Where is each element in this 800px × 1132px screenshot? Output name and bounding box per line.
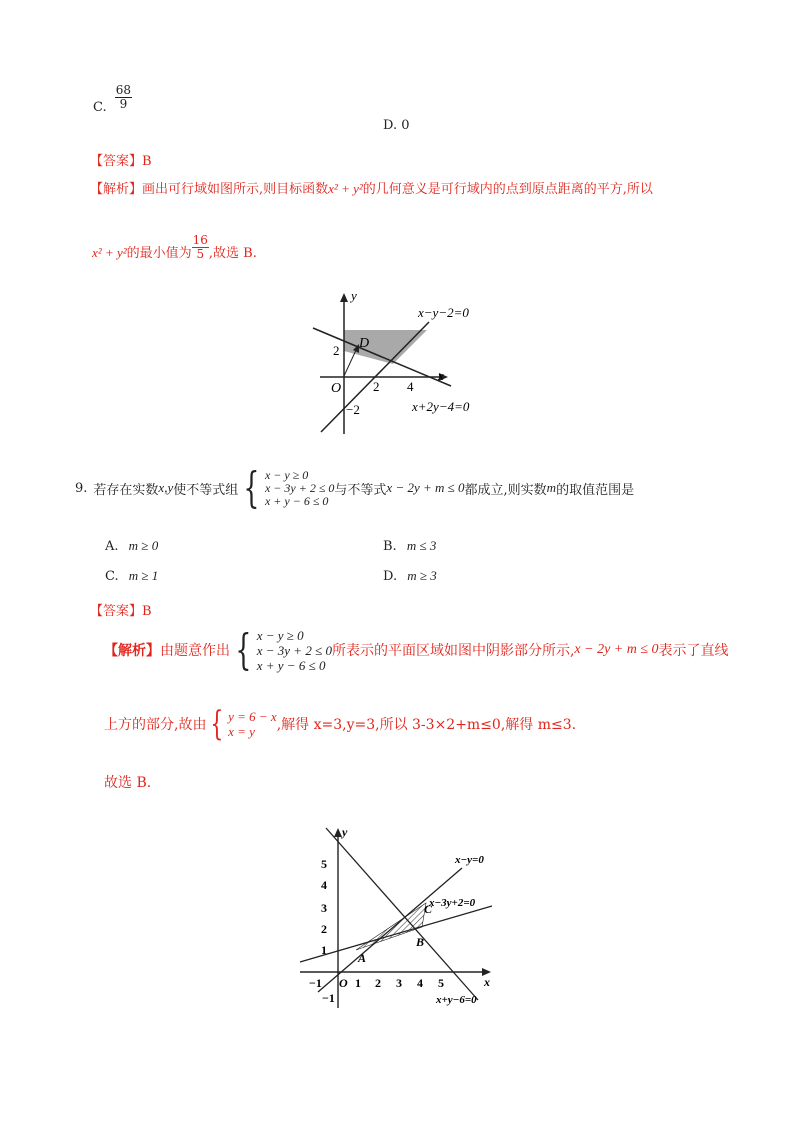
figure2-x-tick-3: 3 xyxy=(396,976,402,990)
option-c-den: 9 xyxy=(119,97,128,111)
q9-option-b-value: m ≤ 3 xyxy=(406,538,437,553)
q9-option-c-label: C. xyxy=(105,569,119,584)
q9-analysis-prefix: 【解析】 xyxy=(104,643,160,659)
prev-analysis-line2 xyxy=(92,233,257,267)
q9-answer: 【答案】B xyxy=(90,604,152,619)
question-9 xyxy=(75,463,635,512)
q9-option-b-label: B. xyxy=(383,539,397,554)
prev-analysis-text-c: 的最小值为 xyxy=(126,246,192,261)
q9-analysis-text-c: 表示了直线 xyxy=(658,643,729,659)
q9-analysis-text-d: 上方的部分,故由 xyxy=(104,717,207,733)
q9-sys-line-1: x − y ≥ 0 xyxy=(264,467,309,482)
figure2-x-tick-m1: −1 xyxy=(309,976,322,990)
q9-analysis-sys-line-2: x − 3y + 2 ≤ 0 xyxy=(256,642,332,658)
figure1-line2-label: x+2y−4=0 xyxy=(412,399,470,414)
prev-analysis-text-b: 的几何意义是可行域内的点到原点距离的平方,所以 xyxy=(362,182,653,197)
prev-analysis-prefix: 【解析】 xyxy=(90,182,143,197)
option-d-label: D. xyxy=(383,118,398,133)
q9-option-c-value: m ≥ 1 xyxy=(128,568,159,583)
figure2-x-tick-1: 1 xyxy=(355,976,361,990)
q9-option-d xyxy=(383,568,437,584)
q9-analysis-brace: { xyxy=(235,625,252,674)
q9-analysis-sys-line-1: x − y ≥ 0 xyxy=(256,627,304,643)
figure2-line1-label: x−y=0 xyxy=(455,854,484,866)
figure2-line3-label: x+y−6=0 xyxy=(436,994,477,1006)
q9-analysis-text-a: 由题意作出 xyxy=(160,643,230,659)
figure2-y-tick-m1: −1 xyxy=(322,991,335,1005)
figure1-x-label: x xyxy=(438,368,444,383)
q9-brace: { xyxy=(243,463,260,512)
q9-option-d-value: m ≥ 3 xyxy=(407,568,437,583)
prev-analysis-text-d: ,故选 B. xyxy=(208,246,257,261)
figure1-tick-x4: 4 xyxy=(407,379,414,394)
q9-ineq: x − 2y + m ≤ 0 xyxy=(386,480,465,495)
prev-analysis-text-a: 画出可行域如图所示,则目标函数 xyxy=(142,182,329,197)
prev-analysis-num: 16 xyxy=(192,233,208,247)
figure2-y-tick-4: 4 xyxy=(321,878,327,892)
q9-analysis-system xyxy=(230,625,332,674)
option-c-num: 68 xyxy=(115,83,132,97)
q9-text-e: 的取值范围是 xyxy=(556,482,635,498)
figure1-origin: O xyxy=(331,381,342,396)
q9-text-b: 使不等式组 xyxy=(173,482,239,498)
option-c xyxy=(93,83,132,121)
figure2-point-a: A xyxy=(358,951,367,965)
figure2-y-label: y xyxy=(342,825,348,839)
figure-1 xyxy=(305,288,505,440)
option-c-fraction xyxy=(115,84,132,111)
prev-analysis-fraction xyxy=(192,234,209,261)
q9-option-b xyxy=(383,538,436,554)
q9-sys-line-2: x − 3y + 2 ≤ 0 xyxy=(264,480,335,495)
figure1-tick-y2: 2 xyxy=(333,343,340,358)
q9-option-a-value: m ≥ 0 xyxy=(128,538,159,553)
q9-option-a-label: A. xyxy=(105,539,119,554)
q9-text-a: 若存在实数 xyxy=(93,482,159,498)
figure-2 xyxy=(296,822,496,1014)
prev-answer: 【答案】B xyxy=(90,154,152,169)
figure2-x-tick-4: 4 xyxy=(417,976,423,990)
q9-option-a xyxy=(105,538,158,554)
q9-analysis-line3: 故选 B. xyxy=(104,775,152,791)
q9-analysis-sys2-line-1: y = 6 − x xyxy=(228,709,277,724)
q9-text-d: 都成立,则实数 xyxy=(464,482,547,498)
prev-analysis-den: 5 xyxy=(196,247,205,261)
figure2-y-tick-3: 3 xyxy=(321,901,327,915)
prev-analysis-expr2: x² + y² xyxy=(92,245,127,260)
figure2-line2-label: x−3y+2=0 xyxy=(429,897,476,909)
q9-option-c xyxy=(105,568,158,584)
option-c-label: C. xyxy=(93,100,107,115)
figure2-x-tick-2: 2 xyxy=(375,976,381,990)
figure1-line1-label: x−y−2=0 xyxy=(418,305,469,320)
q9-analysis-brace-2: { xyxy=(210,704,224,744)
figure2-y-tick-2: 2 xyxy=(321,922,327,936)
figure2-y-tick-1: 1 xyxy=(321,943,327,957)
q9-analysis-system-2 xyxy=(206,704,277,744)
figure2-point-b: B xyxy=(416,935,425,949)
q9-analysis-line2 xyxy=(104,706,576,742)
q9-analysis-text-e: ,解得 x=3,y=3,所以 3-3×2+m≤0,解得 m≤3. xyxy=(276,717,577,733)
q9-analysis-line1 xyxy=(104,626,729,674)
q9-var-m: m xyxy=(546,480,557,495)
prev-analysis-line1 xyxy=(90,178,653,197)
q9-analysis-expr: x − 2y + m ≤ 0 xyxy=(574,642,659,657)
prev-analysis-expr1: x² + y² xyxy=(328,181,363,196)
q9-analysis-sys-line-3: x + y − 6 ≤ 0 xyxy=(256,657,326,673)
q9-vars: x,y xyxy=(158,480,174,495)
figure2-x-label: x xyxy=(484,975,490,989)
q9-sys-line-3: x + y − 6 ≤ 0 xyxy=(264,493,329,508)
option-d xyxy=(383,118,410,133)
figure2-y-tick-5: 5 xyxy=(321,857,327,871)
option-d-value: 0 xyxy=(401,118,410,133)
figure1-tick-x2: 2 xyxy=(373,379,380,394)
q9-text-c: 与不等式 xyxy=(334,482,387,498)
q9-analysis-text-b: 所表示的平面区域如图中阴影部分所示, xyxy=(331,643,575,659)
figure2-point-c: C xyxy=(424,902,433,916)
figure2-origin: O xyxy=(339,976,348,990)
q9-system xyxy=(238,463,335,512)
figure2-x-tick-5: 5 xyxy=(438,976,444,990)
q9-analysis-sys2-line-2: x = y xyxy=(228,724,255,739)
figure1-y-label: y xyxy=(351,288,357,303)
q9-option-d-label: D. xyxy=(383,569,398,584)
figure1-point-d: D xyxy=(359,336,370,351)
figure1-tick-ym2: −2 xyxy=(346,402,360,417)
q9-number: 9. xyxy=(75,480,88,496)
